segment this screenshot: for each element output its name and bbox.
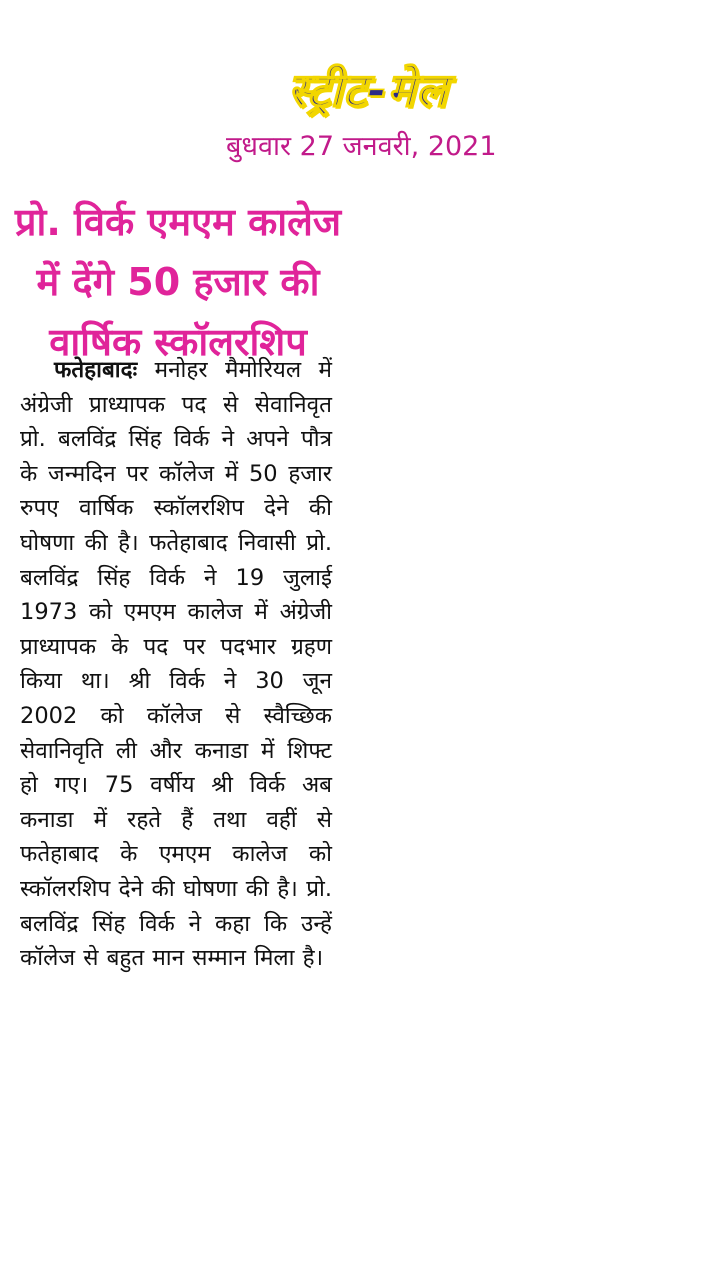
newspaper-title: स्ट्रीट-मेल <box>288 63 448 117</box>
publication-date: बुधवार 27 जनवरी, 2021 <box>226 131 497 162</box>
masthead <box>248 60 488 120</box>
article-headline <box>8 192 348 372</box>
article-place: फतेहाबादः <box>54 357 138 383</box>
article-text: मनोहर मैमोरियल में अंग्रेजी प्राध्यापक पद से सेवानिवृत प्रो. बलविंद्र सिंह विर्क ने अपने पौत्र के जन्मदिन पर कॉलेज में 50 हजार रुपए वार्षिक स्कॉलरशिप देने की घोषणा की है। फतेहाबाद निवासी प्रो. बलविंद्र सिंह विर्क ने 19 जुलाई 1973 को एमएम कालेज में अंग्रेजी प्राध्यापक के पद पर पदभार ग्रहण किया था। श्री विर्क ने 30 जून 2002 को कॉलेज से स्वैच्छिक सेवानिवृति ली और कनाडा में शिफ्ट हो गए। 75 वर्षीय श्री विर्क अब कनाडा में रहते हैं तथा वहीं से फतेहाबाद के एमएम कालेज को स्कॉलरशिप देने की घोषणा की है। प्रो. बलविंद्र सिंह विर्क ने कहा कि उन्हें कॉलेज से बहुत मान सम्मान मिला है। <box>20 357 332 972</box>
article-body <box>20 353 332 976</box>
headline-line-1: प्रो. विर्क एमएम कालेज <box>14 200 342 244</box>
headline-line-2: में देंगे 50 हजार की <box>36 260 320 304</box>
headline-line-3: वार्षिक स्कॉलरशिप <box>49 320 307 364</box>
